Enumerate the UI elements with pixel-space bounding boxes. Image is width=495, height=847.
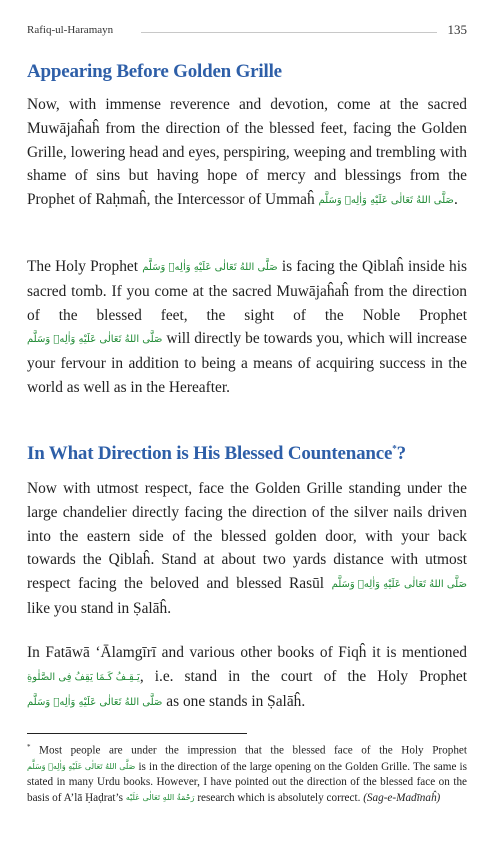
salutation-calligraphy: صَلَّى اللهُ تَعَالٰى عَلَيْهِ وَاٰلِهٖ وَسَلَّم — [318, 195, 454, 207]
footnote-mark: * — [27, 743, 31, 751]
footnote-divider — [27, 733, 247, 734]
salutation-calligraphy: صَلَّى اللهُ تَعَالٰى عَلَيْهِ وَاٰلِهٖ وَسَلَّم — [27, 334, 163, 346]
arabic-quotation: يَـقِـفُ كَـمَا يَقِفُ فِى الصَّلٰوةِ — [27, 671, 140, 683]
paragraph-text: Now with utmost respect, face the Golden Grille standing under the large chandelier directly facing the direction of the silver nails driven into the eastern side of the blessed golden door, with your back towards the Qiblaĥ. Stand at about two yards distance with utmost respect facing the beloved and blessed Rasūl — [27, 480, 467, 593]
salutation-calligraphy: صَلَّى اللهُ تَعَالٰى عَلَيْهِ وَاٰلِهٖ وَسَلَّم — [142, 262, 278, 273]
salutation-calligraphy: صَلَّى اللهُ تَعَالٰى عَلَيْهِ وَاٰلِهٖ وَسَلَّم — [27, 696, 163, 708]
salutation-calligraphy: صَلَّى اللهُ تَعَالٰى عَلَيْهِ وَاٰلِهٖ وَسَلَّم — [331, 579, 467, 591]
heading-question-mark: ? — [396, 443, 406, 464]
paragraph-standing-position — [27, 477, 467, 621]
paragraph-text: will directly be towards you, which will increase your fervour in addition to being a means of acquiring success in the world as well as in the Hereafter. — [27, 330, 467, 396]
paragraph-end: . — [453, 191, 458, 209]
paragraph-facing-qiblah — [27, 255, 467, 400]
section-heading-golden-grille: Appearing Before Golden Grille — [27, 61, 282, 82]
paragraph-text: as one stands in Ṣalāĥ. — [166, 692, 306, 710]
book-page — [27, 0, 467, 847]
heading-text: In What Direction is His Blessed Countenance — [27, 443, 393, 464]
honorific-calligraphy: رَحْمَةُ اللهِ تَعَالٰى عَلَيْه — [125, 793, 195, 803]
paragraph-text: , i.e. stand in the court of the Holy Prophet — [139, 667, 467, 685]
footnote-source: (Sag-e-Madīnaĥ) — [363, 792, 441, 805]
page-header — [27, 22, 467, 40]
paragraph-text: like you stand in Ṣalāĥ. — [27, 599, 172, 617]
footnote-text: is in the direction of the large opening on the Golden Grille. The same is stated in many Urdu books. However, I have pointed out the direction of the blessed face on the basis of A’lā Ḥaḍrat’s — [27, 760, 467, 805]
paragraph-text: Now, with immense reverence and devotion, come at the sacred Muwājaĥaĥ from the direction of the blessed feet, facing the Golden Grille, lowering head and eyes, perspiring, weeping and trembling with shame of sins but having hope of mercy and blessings from the Prophet of Raḥmaĥ, the Intercessor of Ummaĥ — [27, 96, 467, 209]
section-heading-direction — [27, 443, 406, 465]
footnote-reference-mark[interactable]: * — [392, 443, 397, 454]
salutation-calligraphy: صَلَّى اللهُ تَعَالٰى عَلَيْهِ وَاٰلِهٖ وَسَلَّم — [27, 761, 136, 771]
running-title: Rafiq-ul-Haramayn — [27, 24, 114, 36]
footnote — [27, 740, 467, 807]
footnote-text: Most people are under the impression that the blessed face of the Holy Prophet — [39, 744, 467, 757]
paragraph-text: The Holy Prophet — [27, 258, 138, 275]
page-number: 135 — [447, 22, 467, 37]
footnote-text: research which is absolutely correct. — [197, 792, 361, 805]
paragraph-text: In Fatāwā ‘Ālamgīrī and various other books of Fiqĥ it is mentioned — [27, 644, 467, 661]
paragraph-text: is facing the Qiblaĥ inside his sacred tomb. If you come at the sacred Muwājaĥaĥ from the direction of the blessed feet, the sight of the Noble Prophet — [27, 258, 467, 324]
paragraph-fatawa — [27, 641, 467, 714]
paragraph-reverence — [27, 93, 467, 213]
header-rule — [141, 32, 437, 33]
